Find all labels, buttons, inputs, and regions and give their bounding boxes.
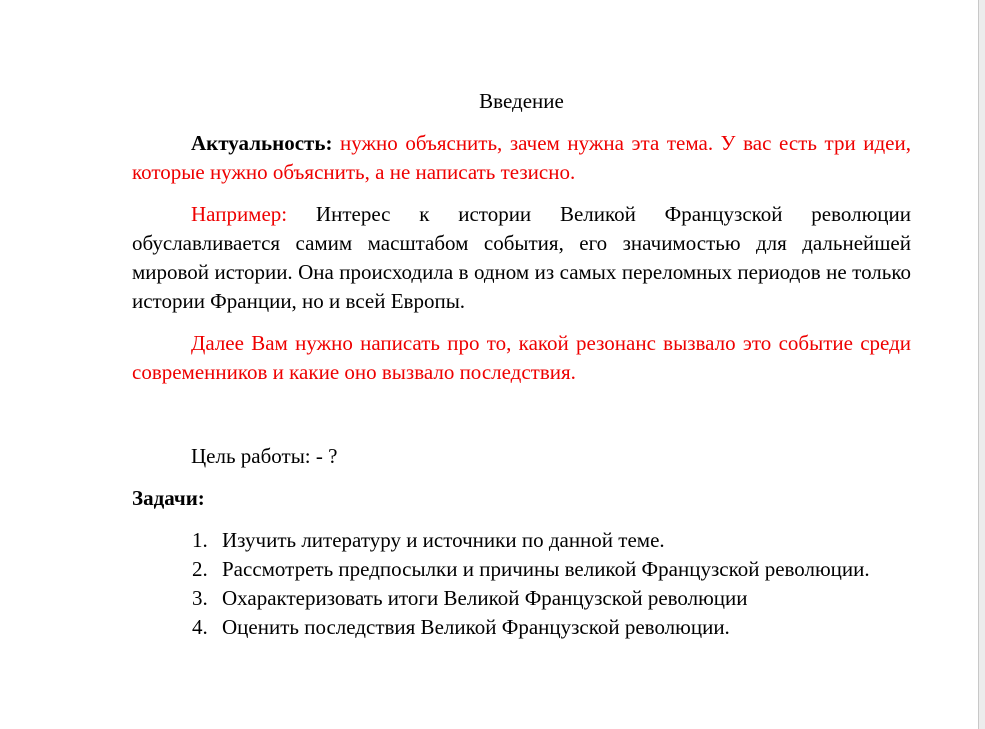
list-item	[192, 613, 911, 642]
list-item-text: Оценить последствия Великой Французской революции.	[222, 615, 730, 639]
list-item-number: 2.	[192, 557, 208, 581]
further-paragraph: Далее Вам нужно написать про то, какой резонанс вызвало это событие среди современников и какие оно вызвало последствия.	[132, 331, 911, 384]
relevance-text: нужно объяснить, зачем нужна эта тема. У вас есть три идеи, которые нужно объяснить, а не написать тезисно.	[132, 131, 911, 184]
page-shadow	[979, 0, 985, 729]
example-label: Например:	[191, 202, 288, 226]
example-text: Интерес к истории Великой Французской революции обуславливается самим масштабом события, его значимостью для дальнейшей мировой истории. Она происходила в одном из самых переломных периодов не только истории Франции, но и всей Европы.	[132, 202, 911, 313]
tasks-label: Задачи:	[132, 486, 205, 510]
list-item-text: Изучить литературу и источники по данной теме.	[222, 528, 665, 552]
tasks-heading	[132, 484, 911, 513]
list-item-text: Охарактеризовать итоги Великой Французской революции	[222, 586, 748, 610]
blank-line	[132, 400, 911, 442]
list-item-number: 4.	[192, 615, 208, 639]
tasks-list	[132, 526, 911, 642]
list-item	[192, 526, 911, 555]
document-title: Введение	[479, 89, 564, 113]
example-paragraph	[132, 200, 911, 316]
list-item-number: 3.	[192, 586, 208, 610]
list-item-number: 1.	[192, 528, 208, 552]
relevance-label: Актуальность:	[191, 131, 333, 155]
document-body[interactable]	[132, 87, 911, 642]
list-item-text: Рассмотреть предпосылки и причины великой Французской революции.	[222, 557, 870, 581]
relevance-paragraph	[132, 129, 911, 187]
list-item	[192, 555, 911, 584]
list-item	[192, 584, 911, 613]
goal-paragraph: Цель работы: - ?	[191, 444, 338, 468]
